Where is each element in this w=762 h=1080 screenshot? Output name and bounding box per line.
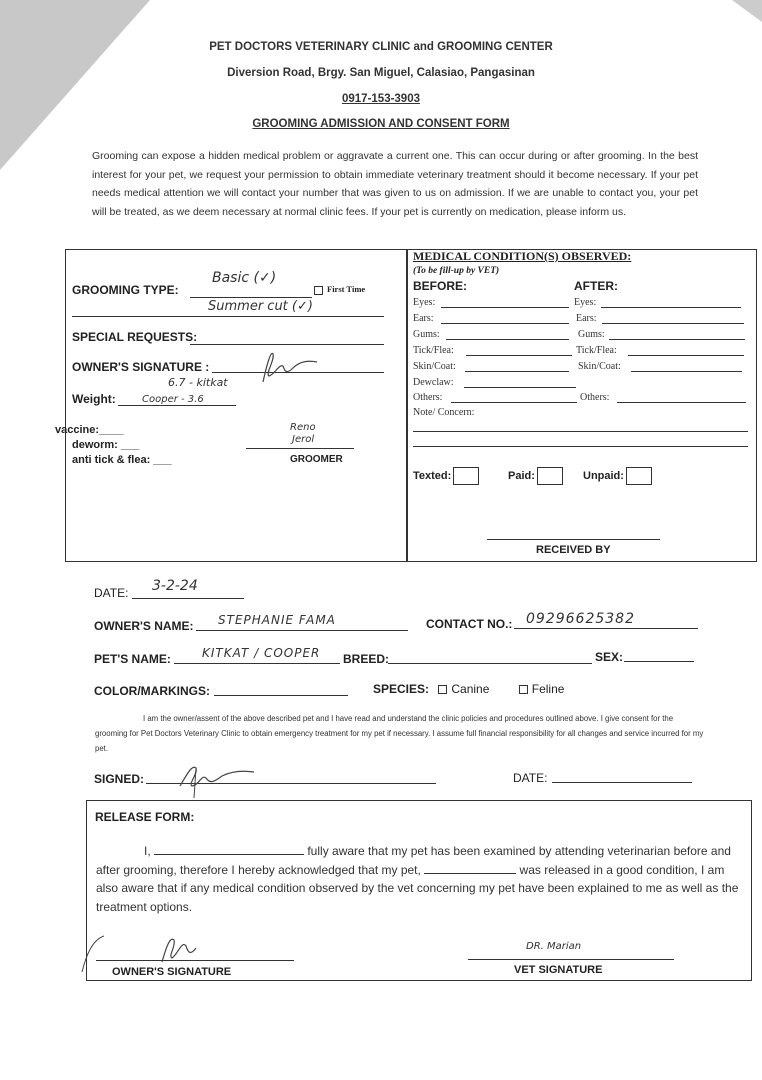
clinic-phone: 0917-153-3903	[341, 93, 420, 105]
texted-label: Texted:	[413, 469, 452, 482]
grooming-type-line-2	[72, 316, 384, 317]
release-owner-signature-line	[96, 960, 294, 961]
after-label: AFTER:	[574, 279, 618, 293]
breed-label: BREED:	[343, 652, 390, 666]
owner-name-value: STEPHANIE FAMA	[218, 613, 336, 627]
weight-line	[118, 405, 236, 406]
pet-name-value: KITKAT / COOPER	[202, 646, 321, 660]
scan-corner-shadow	[0, 0, 150, 170]
before-ears-line	[441, 323, 569, 324]
signed-date-label: DATE:	[513, 771, 548, 785]
dewclaw-label: Dewclaw:	[413, 377, 454, 388]
after-eyes: Eyes:	[574, 297, 597, 308]
owner-signature-scribble	[255, 344, 325, 390]
clinic-address: Diversion Road, Brgy. San Miguel, Calasiao, Pangasinan	[227, 67, 535, 79]
before-skin-line	[465, 371, 569, 372]
feline-checkbox[interactable]	[519, 685, 528, 694]
vet-name: DR. Marian	[526, 941, 582, 952]
paid-option	[508, 467, 563, 485]
canine-checkbox[interactable]	[438, 685, 447, 694]
dewclaw-line	[464, 387, 576, 388]
first-time-label: First Time	[327, 284, 366, 294]
owner-signature-label: OWNER'S SIGNATURE :	[72, 360, 210, 374]
before-skin: Skin/Coat:	[413, 361, 456, 372]
before-gums-line	[446, 339, 569, 340]
after-eyes-line	[601, 307, 741, 308]
groomer-name-line2: Jerol	[292, 434, 315, 445]
groomer-name-line1: Reno	[290, 422, 316, 433]
release-text	[96, 842, 746, 916]
after-ears: Ears:	[576, 313, 597, 324]
before-eyes: Eyes:	[413, 297, 436, 308]
before-ears: Ears:	[413, 313, 434, 324]
canine-option[interactable]	[438, 682, 489, 696]
texted-option	[413, 467, 479, 485]
after-tick: Tick/Flea:	[576, 345, 617, 356]
sex-line	[624, 661, 694, 662]
before-eyes-line	[441, 307, 569, 308]
texted-checkbox[interactable]	[453, 467, 479, 485]
grooming-type-value-2: Summer cut (✓)	[208, 299, 313, 314]
vaccine-label: vaccine:____	[55, 424, 124, 436]
deworm-label: deworm: ___	[72, 439, 140, 451]
before-others-line	[451, 402, 577, 403]
breed-line	[388, 663, 592, 664]
before-gums: Gums:	[413, 329, 440, 340]
color-line	[214, 695, 348, 696]
release-pet-blank[interactable]	[424, 862, 516, 874]
owner-name-label: OWNER'S NAME:	[94, 619, 194, 633]
release-text-part2: fully aware that my pet has been examined by attending veterinarian before and after grooming, therefore I hereby acknowledged that my pet,	[96, 844, 731, 877]
note-line-1	[413, 431, 748, 432]
release-text-part3: was released in a good condition, I am also aware that if any medical condition observed by the vet concerning my pet have been explained to me as well as the treatment options.	[96, 862, 739, 914]
contact-line	[514, 628, 698, 629]
weight-cooper: Cooper - 3.6	[142, 394, 204, 405]
unpaid-label: Unpaid:	[583, 469, 624, 482]
contact-label: CONTACT NO.:	[426, 617, 513, 631]
weight-kitkat: 6.7 - kitkat	[168, 376, 228, 389]
note-line-2	[413, 446, 748, 447]
unpaid-option	[583, 467, 652, 485]
after-others-line	[617, 402, 746, 403]
special-requests-label: SPECIAL REQUESTS:	[72, 330, 198, 344]
consent-text: I am the owner/assent of the above described pet and I have read and understand the clinic policies and procedures outlined above. I give consent for the grooming for Pet Doctors Veterinary Clinic to obtain emergency treatment for my pet if necessary. I assume full financial responsibility for all changes and service incurred for my pet.	[95, 714, 704, 753]
owner-name-line	[196, 630, 408, 631]
grooming-type-line	[190, 297, 312, 298]
after-gums-line	[609, 339, 745, 340]
clinic-name: PET DOCTORS VETERINARY CLINIC and GROOMING CENTER	[209, 41, 553, 53]
feline-option[interactable]	[519, 682, 565, 696]
sex-label: SEX:	[595, 650, 624, 664]
medical-subtitle: (To be fill-up by VET)	[413, 266, 500, 276]
received-by-line	[487, 539, 660, 540]
pet-name-label: PET'S NAME:	[94, 652, 171, 666]
form-title: GROOMING ADMISSION AND CONSENT FORM	[252, 118, 510, 130]
canine-label: Canine	[451, 682, 490, 696]
after-others: Others:	[580, 392, 610, 403]
species-field	[373, 682, 564, 696]
received-by-label: RECEIVED BY	[536, 544, 611, 556]
weight-label: Weight:	[72, 392, 116, 406]
release-text-part1: I,	[144, 844, 155, 858]
feline-label: Feline	[531, 682, 565, 696]
medical-title: MEDICAL CONDITION(S) OBSERVED:	[413, 249, 632, 263]
before-tick-line	[466, 355, 572, 356]
species-label: SPECIES:	[373, 682, 430, 696]
after-tick-line	[628, 355, 744, 356]
signed-date-line	[552, 782, 692, 783]
paid-checkbox[interactable]	[537, 467, 563, 485]
paid-label: Paid:	[508, 469, 535, 482]
date-label: DATE:	[94, 586, 129, 600]
first-time-checkbox[interactable]	[314, 286, 323, 295]
vet-signature-label: VET SIGNATURE	[514, 964, 603, 976]
release-title: RELEASE FORM:	[95, 810, 195, 824]
antitick-label: anti tick & flea: ___	[72, 454, 172, 466]
before-tick: Tick/Flea:	[413, 345, 454, 356]
groomer-line	[246, 448, 354, 449]
date-line	[132, 598, 244, 599]
release-owner-blank[interactable]	[154, 843, 304, 855]
date-value: 3-2-24	[152, 578, 198, 594]
note-label: Note/ Concern:	[413, 407, 475, 418]
after-skin: Skin/Coat:	[578, 361, 621, 372]
before-label: BEFORE:	[413, 279, 467, 293]
groomer-label: GROOMER	[290, 454, 343, 465]
contact-value: 09296625382	[526, 611, 635, 627]
color-label: COLOR/MARKINGS:	[94, 684, 210, 698]
panel-divider	[406, 249, 408, 561]
before-others: Others:	[413, 392, 443, 403]
signed-scribble	[170, 756, 260, 800]
grooming-type-value: Basic (✓)	[212, 270, 277, 286]
after-ears-line	[602, 323, 744, 324]
intro-text: Grooming can expose a hidden medical problem or aggravate a current one. This can occur during or after grooming. In the best interest for your pet, we request your permission to obtain immediate veterinary treatment should it become necessary. If your pet needs medical attention we will contact your number that was given to us on admission. If we are unable to contact you, your pet will be treated, as we deem necessary at normal clinic fees. If your pet is currently on medication, please inform us.	[92, 150, 698, 218]
vet-signature-line	[468, 959, 674, 960]
after-gums: Gums:	[578, 329, 605, 340]
scan-corner-shadow-right	[732, 0, 762, 22]
unpaid-checkbox[interactable]	[626, 467, 652, 485]
release-owner-signature-label: OWNER'S SIGNATURE	[112, 966, 232, 978]
after-skin-line	[631, 371, 742, 372]
pet-name-line	[174, 663, 340, 664]
grooming-type-label: GROOMING TYPE:	[72, 283, 179, 297]
signed-label: SIGNED:	[94, 772, 145, 786]
first-time-option	[314, 284, 365, 295]
